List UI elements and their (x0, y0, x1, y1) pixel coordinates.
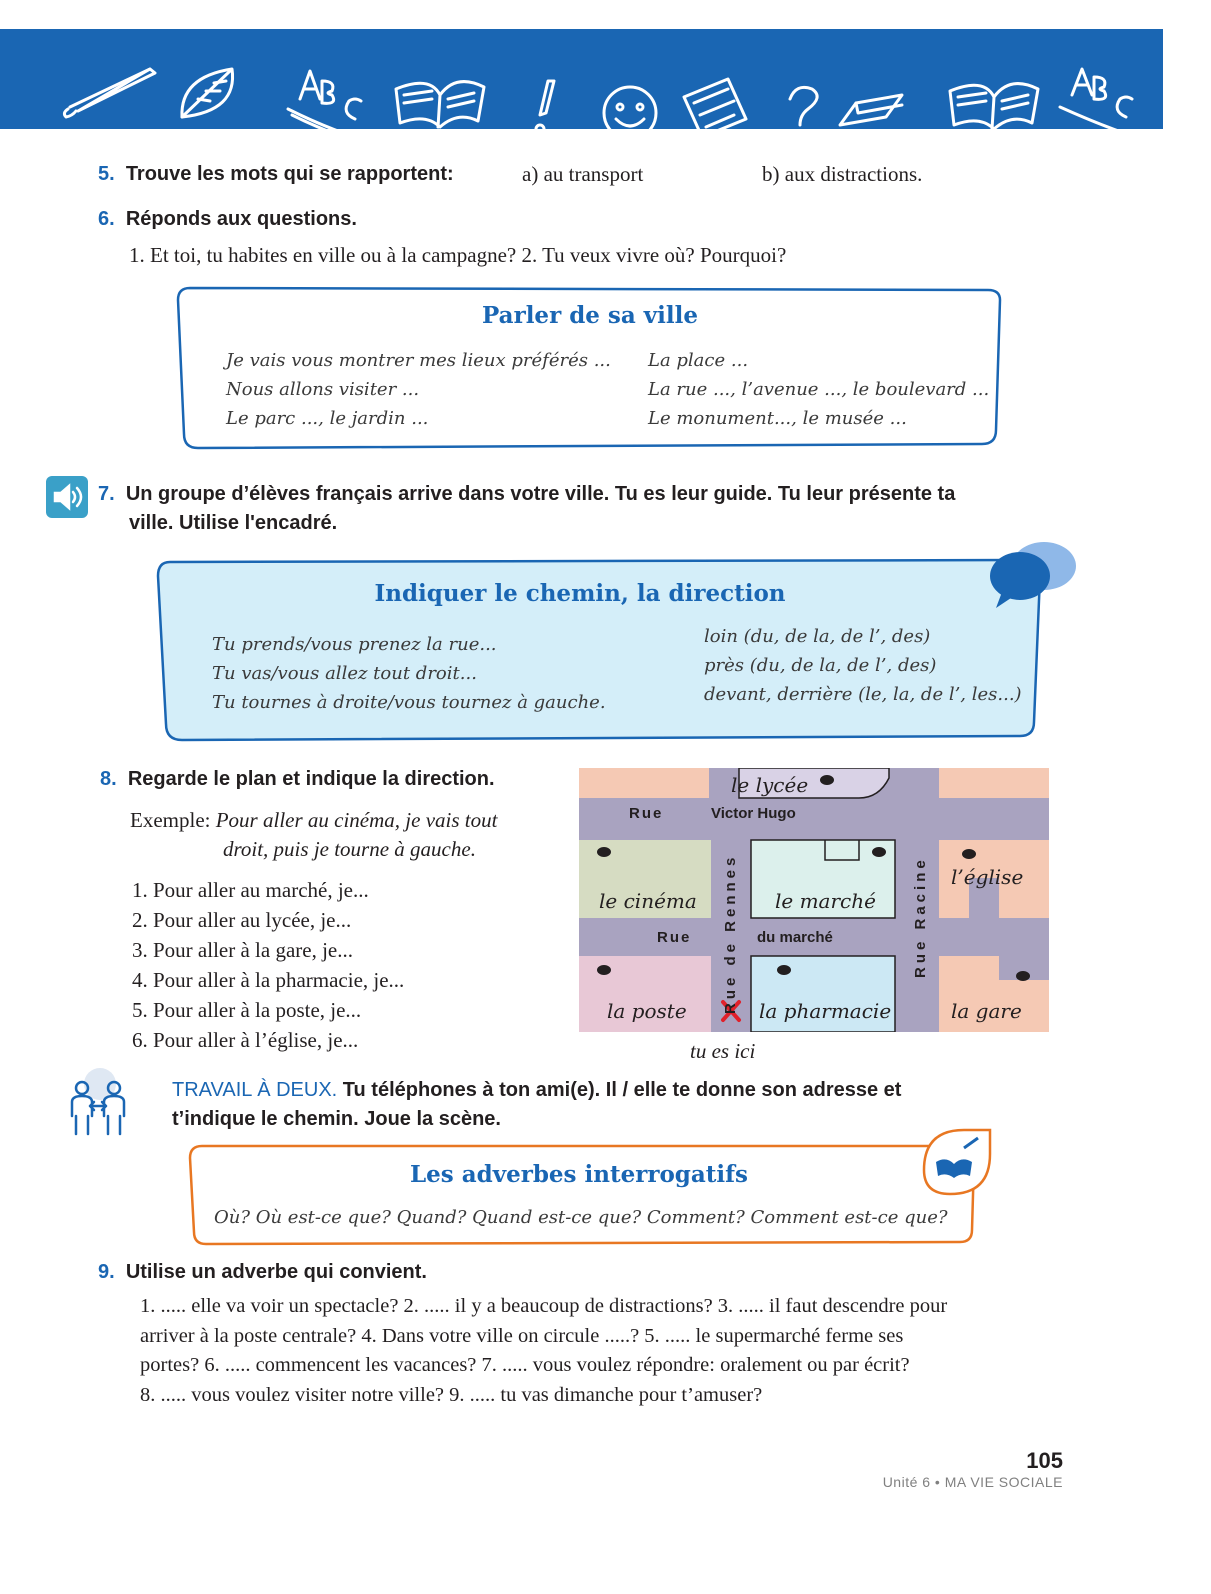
phrase: devant, derrière (le, la, de l’, les...) (704, 684, 1022, 705)
exercise-8-list (132, 875, 404, 1055)
label-marche: le marché (775, 889, 876, 913)
exercise-number: 5. (98, 163, 115, 185)
city-map (579, 768, 1049, 1032)
travail-text: Tu téléphones à ton ami(e). Il / elle te donne son adresse et (342, 1079, 902, 1101)
eraser-icon (840, 95, 902, 125)
exercise-number: 6. (98, 208, 115, 230)
phrase: Tu prends/vous prenez la rue... (212, 634, 497, 655)
label-poste: la poste (607, 999, 687, 1023)
exercise-7 (98, 480, 1078, 508)
phrase: Tu vas/vous allez tout droit... (212, 663, 477, 684)
exercise-instruction: Réponds aux questions. (125, 208, 357, 230)
exercise-9-text (140, 1292, 1064, 1410)
header-banner (0, 29, 1163, 129)
exercise-9-line: arriver à la poste centrale? 4. Dans votre ville on circule .....? 5. ..... le supermarché ferme ses (140, 1324, 904, 1347)
exclamation-icon (536, 81, 554, 129)
list-item: 4. Pour aller à la pharmacie, je... (132, 968, 405, 992)
label-cinema: le cinéma (599, 889, 697, 913)
travail-label: TRAVAIL À DEUX. (172, 1079, 338, 1101)
travail-a-deux-line-1 (172, 1076, 1062, 1104)
phrase: Le parc ..., le jardin ... (226, 408, 429, 429)
exercise-6 (98, 205, 357, 233)
label-tu-es-ici: tu es ici (690, 1039, 756, 1063)
example-text-2: droit, puis je tourne à gauche. (223, 837, 476, 861)
label-du-marche: du marché (757, 929, 833, 946)
abc-letters-icon-2 (1060, 69, 1132, 129)
travail-a-deux-line-2: t’indique le chemin. Joue la scène. (172, 1108, 501, 1130)
example-line-1 (130, 805, 497, 835)
label-rue-1: Rue (629, 805, 664, 822)
example-line-2 (223, 834, 476, 864)
label-rue-2: Rue (657, 929, 692, 946)
phrase: Je vais vous montrer mes lieux préférés ... (226, 350, 611, 371)
open-book-icon (396, 82, 484, 127)
block-top-left (579, 768, 709, 798)
phrase: loin (du, de la, de l’, des) (704, 626, 931, 647)
box-chemin-left (212, 630, 606, 717)
question-mark-icon (790, 87, 817, 129)
exercise-9-line: portes? 6. ..... commencent les vacances? 7. ..... vous voulez répondre: oralement ou par écrit? (140, 1354, 910, 1376)
phrase: Nous allons visiter ... (226, 379, 420, 400)
leaf-icon (182, 69, 233, 117)
list-item: 5. Pour aller à la poste, je... (132, 998, 362, 1022)
label-lycee: le lycée (731, 773, 809, 797)
list-item: 3. Pour aller à la gare, je... (132, 938, 353, 962)
box-chemin-title: Indiquer le chemin, la direction (374, 580, 786, 607)
label-pharmacie: la pharmacie (759, 999, 892, 1023)
box-adverbes-title: Les adverbes interrogatifs (409, 1161, 748, 1188)
exercise-5 (98, 160, 998, 188)
notepad-icon (684, 79, 746, 129)
option-distractions: b) aux distractions. (762, 162, 923, 186)
example-label: Exemple: (130, 808, 211, 832)
label-rue-de-rennes: Rue de Rennes (722, 853, 739, 1014)
label-gare: la gare (951, 999, 1022, 1023)
box-adverbes-content: Où? Où est-ce que? Quand? Quand est-ce que? Comment? Comment est-ce que? (214, 1207, 948, 1228)
phrase: La rue ..., l’avenue ..., le boulevard ... (648, 379, 990, 400)
list-item: 6. Pour aller à l’église, je... (132, 1028, 359, 1052)
list-item: 1. Pour aller au marché, je... (132, 878, 369, 902)
exercise-9 (98, 1258, 427, 1286)
block-top-right (939, 768, 1049, 798)
box-adverbes-frame (184, 1124, 1004, 1252)
exercise-number: 9. (98, 1261, 115, 1283)
box-parler-ville-title: Parler de sa ville (482, 302, 698, 329)
exercise-instruction: Trouve les mots qui se rapportent: (125, 163, 454, 185)
option-transport: a) au transport (522, 162, 644, 186)
abc-letters-icon (288, 71, 362, 129)
box-parler-ville-left (226, 346, 611, 433)
pair-work-icon (62, 1066, 138, 1142)
exercise-9-line: 1. ..... elle va voir un spectacle? 2. ..... il y a beaucoup de distractions? 3. ..... il faut descendre pour (140, 1295, 948, 1317)
box-chemin-right (704, 622, 1022, 709)
phrase: près (du, de la, de l’, des) (704, 655, 937, 676)
example-text: Pour aller au cinéma, je vais tout (215, 808, 498, 832)
page-number: 105 (1026, 1448, 1063, 1473)
phrase: Le monument..., le musée ... (648, 408, 907, 429)
phrase: La place ... (648, 350, 749, 371)
unit-title: Unité 6 • MA VIE SOCIALE (882, 1474, 1063, 1490)
exercise-6-questions: 1. Et toi, tu habites en ville ou à la campagne? 2. Tu veux vivre où? Pourquoi? (129, 243, 787, 267)
paintbrush-icon (64, 69, 155, 117)
exercise-instruction: Utilise un adverbe qui convient. (125, 1261, 427, 1283)
exercise-9-line: 8. ..... vous voulez visiter notre ville? 9. ..... tu vas dimanche pour t’amuser? (140, 1383, 763, 1406)
exercise-7-line-2: ville. Utilise l'encadré. (129, 512, 338, 534)
exercise-line-1: Un groupe d’élèves français arrive dans votre ville. Tu es leur guide. Tu leur présente ta (125, 483, 956, 505)
smiley-icon (604, 87, 656, 129)
list-item: 2. Pour aller au lycée, je... (132, 908, 352, 932)
open-book-icon-2 (950, 84, 1038, 129)
box-parler-ville-right (648, 346, 989, 433)
exercise-8 (100, 765, 495, 793)
phrase: Tu tournes à droite/vous tournez à gauche. (212, 692, 606, 713)
label-victor-hugo: Victor Hugo (711, 805, 796, 822)
exercise-number: 8. (100, 768, 117, 790)
exercise-number: 7. (98, 483, 115, 505)
speaker-icon[interactable] (46, 476, 88, 518)
label-rue-racine: Rue Racine (912, 856, 929, 978)
label-eglise: l’église (951, 865, 1024, 889)
exercise-instruction: Regarde le plan et indique la direction. (127, 768, 495, 790)
